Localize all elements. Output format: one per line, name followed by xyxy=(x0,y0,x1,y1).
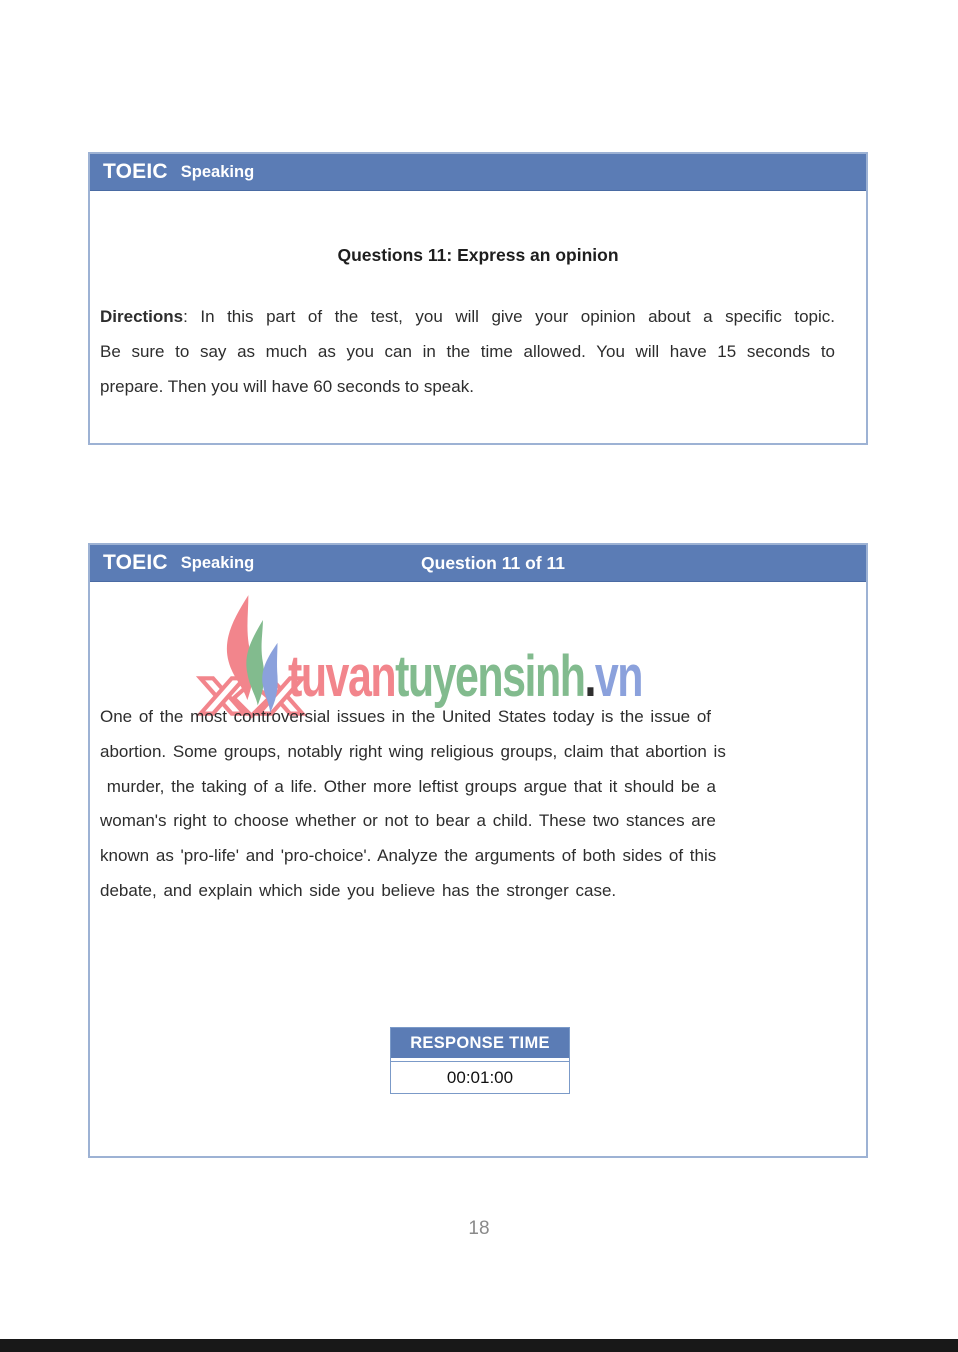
bottom-bar xyxy=(0,1339,958,1352)
watermark-part3: vn xyxy=(594,644,643,709)
response-time-value: 00:01:00 xyxy=(391,1061,569,1093)
directions-line: Be sure to say as much as you can in the time allowed. You will have 15 seconds to xyxy=(100,341,835,361)
passage-line: debate, and explain which side you believe has the stronger case. xyxy=(100,880,617,900)
panel-header xyxy=(90,545,866,582)
directions-line xyxy=(100,300,835,335)
question-passage xyxy=(100,700,838,909)
watermark-part1: tuvan xyxy=(288,644,396,709)
question-counter: Question 11 of 11 xyxy=(421,552,565,573)
toeic-brand: TOEIC xyxy=(103,160,168,183)
response-time-label: RESPONSE TIME xyxy=(391,1028,569,1061)
watermark-part2: tuyensinh xyxy=(395,644,585,709)
passage-line: known as 'pro-life' and 'pro-choice'. Analyze the arguments of both sides of this xyxy=(100,846,717,866)
panel-header xyxy=(90,154,866,191)
toeic-brand: TOEIC xyxy=(103,551,168,574)
passage-line: One of the most controversial issues in the United States today is the issue of xyxy=(100,707,712,726)
passage-line: abortion. Some groups, notably right wing religious groups, claim that abortion is xyxy=(100,741,726,761)
question-panel xyxy=(88,543,868,1158)
speaking-label: Speaking xyxy=(180,553,255,572)
watermark-dot: . xyxy=(584,644,595,709)
question-title: Questions 11: Express an opinion xyxy=(337,245,619,265)
passage-line: murder, the taking of a life. Other more leftist groups argue that it should be a xyxy=(100,776,716,796)
directions-label: Directions xyxy=(100,307,184,326)
directions-panel xyxy=(88,152,868,445)
passage-line: woman's right to choose whether or not to bear a child. These two stances are xyxy=(100,811,716,831)
directions-line-rest: : In this part of the test, you will give your opinion about a specific topic. xyxy=(183,307,835,326)
speaking-label: Speaking xyxy=(180,162,255,181)
page-number: 18 xyxy=(468,1218,490,1239)
directions-line: prepare. Then you will have 60 seconds to speak. xyxy=(100,376,474,396)
directions-text xyxy=(100,300,835,404)
response-time-box xyxy=(390,1027,570,1094)
